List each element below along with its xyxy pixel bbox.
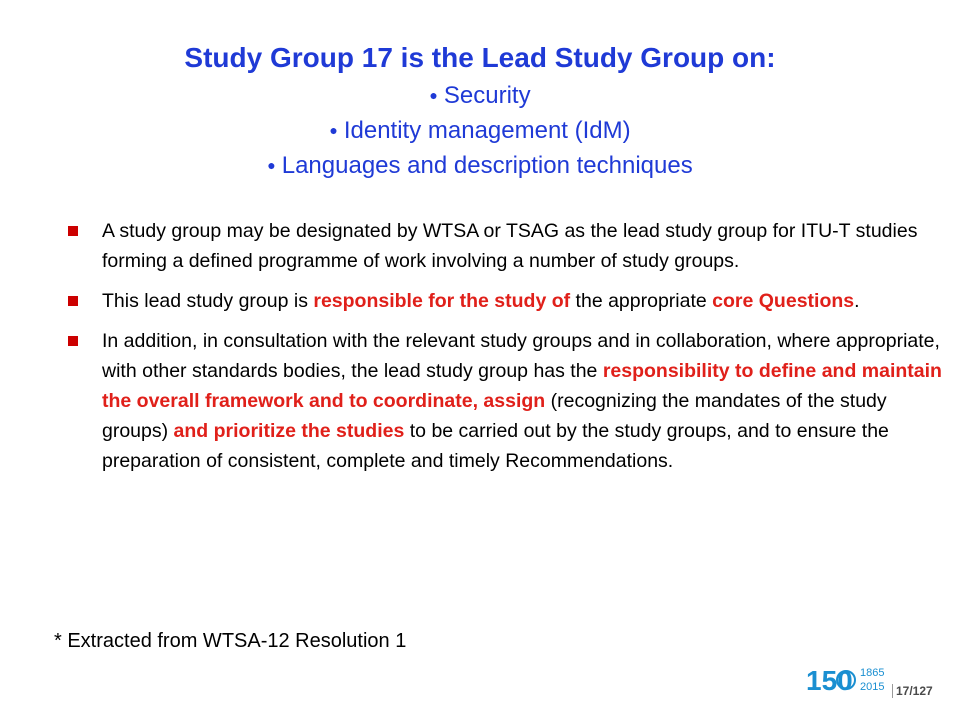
page-title: Study Group 17 is the Lead Study Group on:	[184, 42, 776, 73]
bullet-dot-icon: ●	[429, 87, 438, 103]
title-block	[40, 38, 920, 183]
bullet-text	[102, 290, 860, 312]
itu-150-anniversary-logo-icon	[806, 654, 890, 702]
lead-topics-list	[40, 78, 920, 183]
bullet-dot-icon: ●	[267, 157, 276, 173]
bullet-item	[64, 216, 944, 276]
text-segment: (recognizing the mandates of the study groups)	[102, 390, 887, 442]
highlighted-text: core Questions	[712, 290, 855, 312]
highlighted-text: responsible for the study of	[313, 290, 571, 312]
bullet-item	[64, 326, 944, 476]
square-bullet-icon	[68, 296, 78, 306]
square-bullet-icon	[68, 336, 78, 346]
topic-label: Security	[443, 82, 531, 109]
text-segment: In addition, in consultation with the relevant study groups and in collaboration, where appropriate, with other standards bodies, the lead study group has the	[102, 330, 940, 382]
logo-year-start: 1865	[860, 667, 885, 679]
bullet-dot-icon: ●	[329, 122, 338, 138]
topic-item	[40, 78, 920, 113]
text-segment: This lead study group is	[102, 290, 314, 312]
bullet-text	[102, 220, 917, 272]
topic-item	[40, 148, 920, 183]
page-number: 17/127	[892, 684, 933, 698]
topic-label: Languages and description techniques	[281, 152, 693, 179]
text-segment: A study group may be designated by WTSA or TSAG as the lead study group for ITU-T studies forming a defined programme of work involving a number of study groups.	[102, 220, 918, 272]
logo-numerals: 150	[806, 665, 853, 696]
topic-label: Identity management (IdM)	[343, 117, 631, 144]
text-segment: .	[854, 290, 860, 312]
bullet-text	[102, 330, 942, 472]
body-bullet-list	[64, 216, 944, 486]
highlighted-text: and prioritize the studies	[173, 420, 405, 442]
highlighted-text: responsibility to define and maintain the overall framework and to coordinate, assign	[102, 360, 942, 412]
source-note: * Extracted from WTSA-12 Resolution 1	[54, 630, 407, 652]
text-segment: the appropriate	[570, 290, 713, 312]
bullet-item	[64, 286, 944, 316]
logo-year-end: 2015	[860, 681, 885, 693]
text-segment: to be carried out by the study groups, and to ensure the preparation of consistent, complete and timely Recommendations.	[102, 420, 889, 472]
square-bullet-icon	[68, 226, 78, 236]
topic-item	[40, 113, 920, 148]
